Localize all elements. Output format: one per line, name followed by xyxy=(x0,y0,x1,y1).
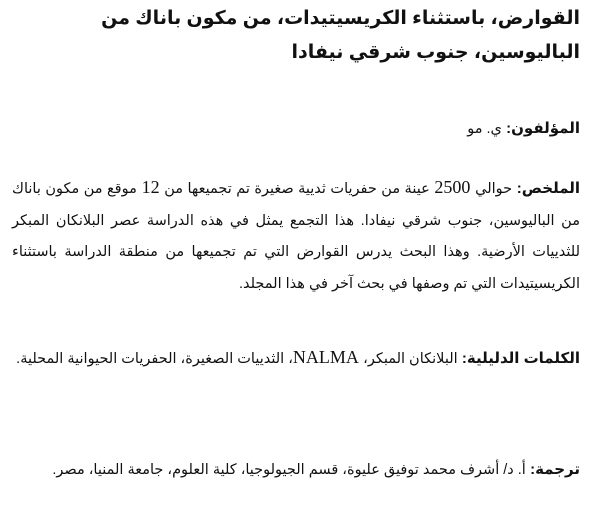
abstract-text-part-3: موقع من مكون باناك من الباليوسين، جنوب شرقي نيفادا. هذا التجمع يمثل في هذه الدراسة عصر البلانكان المبكر للثدييات الأرضية. وهذا البحث يدرس القوارض التي تم تجميعها من منطقة الدراسة باستثناء الكريسيتيدات التي تم وصفها في بحث آخر في هذا المجلد. xyxy=(12,181,580,292)
keywords-label: الكلمات الدليلية: xyxy=(461,350,580,367)
author-line xyxy=(12,113,580,145)
abstract-site-count: 12 xyxy=(141,177,160,197)
abstract-text-part-1: حوالي xyxy=(475,181,513,197)
abstract-sample-count: 2500 xyxy=(434,177,471,197)
abstract-paragraph xyxy=(12,173,580,299)
keywords-paragraph xyxy=(12,343,580,375)
translation-label: ترجمة: xyxy=(530,461,580,478)
author-label: المؤلفون: xyxy=(506,120,580,137)
abstract-label: الملخص: xyxy=(516,180,581,197)
keywords-acronym: NALMA xyxy=(292,347,359,367)
translator-credit: أ. د/ أشرف محمد توفيق عليوة، قسم الجيولوجيا، كلية العلوم، جامعة المنيا، مصر. xyxy=(52,462,526,478)
author-name: ي. مو xyxy=(467,121,502,137)
translation-paragraph xyxy=(12,450,580,489)
keywords-text-part-1: البلانكان المبكر، xyxy=(363,351,458,367)
abstract-text-part-2: عينة من حفريات ثديية صغيرة تم تجميعها من xyxy=(164,181,430,197)
keywords-text-part-2: ، الثدييات الصغيرة، الحفريات الحيوانية المحلية. xyxy=(16,351,293,367)
paper-title: القوارض، باستثناء الكريسيتيدات، من مكون باناك من الباليوسين، جنوب شرقي نيفادا xyxy=(101,8,580,63)
